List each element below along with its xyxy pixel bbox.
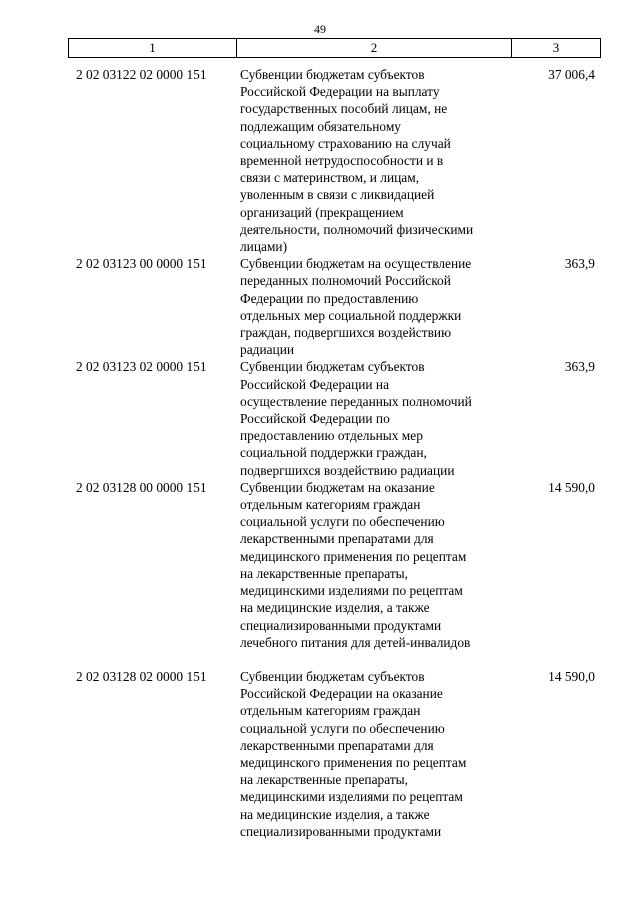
header-column-2: 2 [237,39,512,57]
budget-code: 2 02 03128 00 0000 151 [76,479,207,495]
row-description: Субвенции бюджетам субъектов Российской Федерации на выплату государственных пособий лицам, не подлежащим обязательному социальному страхованию на случай временной нетрудоспособности и в связи с материнством, и лицам, уволенным в связи с ликвидацией организаций (прекращением деятельности, полномочий физическими лицами) [240,67,474,255]
row-amount: 14 590,0 [548,668,595,684]
table-row [68,66,601,255]
header-column-1: 1 [69,39,237,57]
row-description: Субвенции бюджетам на оказание отдельным категориям граждан социальной услуги по обеспечению лекарственными препаратами для медицинского применения по рецептам на лекарственные препараты, медицинскими изделиями по рецептам на медицинские изделия, а также специализированными продуктами лечебного питания для детей-инвалидов [240,479,471,650]
table-row [68,255,601,358]
row-description: Субвенции бюджетам на осуществление переданных полномочий Российской Федерации по предоставлению отдельных мер социальной поддержки граждан, подвергшихся воздействию радиации [240,256,472,358]
budget-code: 2 02 03123 00 0000 151 [76,256,207,272]
table-row [68,479,601,651]
budget-code: 2 02 03128 02 0000 151 [76,668,207,684]
table-row [68,358,601,478]
table-header [68,38,601,58]
row-amount: 363,9 [564,256,595,272]
table-body [68,66,601,840]
row-amount: 14 590,0 [548,479,595,495]
row-description: Субвенции бюджетам субъектов Российской Федерации на оказание отдельным категориям граждан социальной услуги по обеспечению лекарственными препаратами для медицинского применения по рецептам на лекарственные препараты, медицинскими изделиями по рецептам на медицинские изделия, а также специализированными продуктами [240,668,467,839]
page-number: 49 [314,22,326,36]
row-amount: 363,9 [564,359,595,375]
row-description: Субвенции бюджетам субъектов Российской Федерации на осуществление переданных полномочий Российской Федерации по предоставлению отдельных мер социальной поддержки граждан, подвергшихся воздействию радиации [240,359,472,478]
budget-code: 2 02 03122 02 0000 151 [76,67,207,82]
header-column-3: 3 [552,40,560,55]
row-amount: 37 006,4 [548,67,595,82]
table-row [68,668,601,840]
budget-code: 2 02 03123 02 0000 151 [76,359,207,375]
